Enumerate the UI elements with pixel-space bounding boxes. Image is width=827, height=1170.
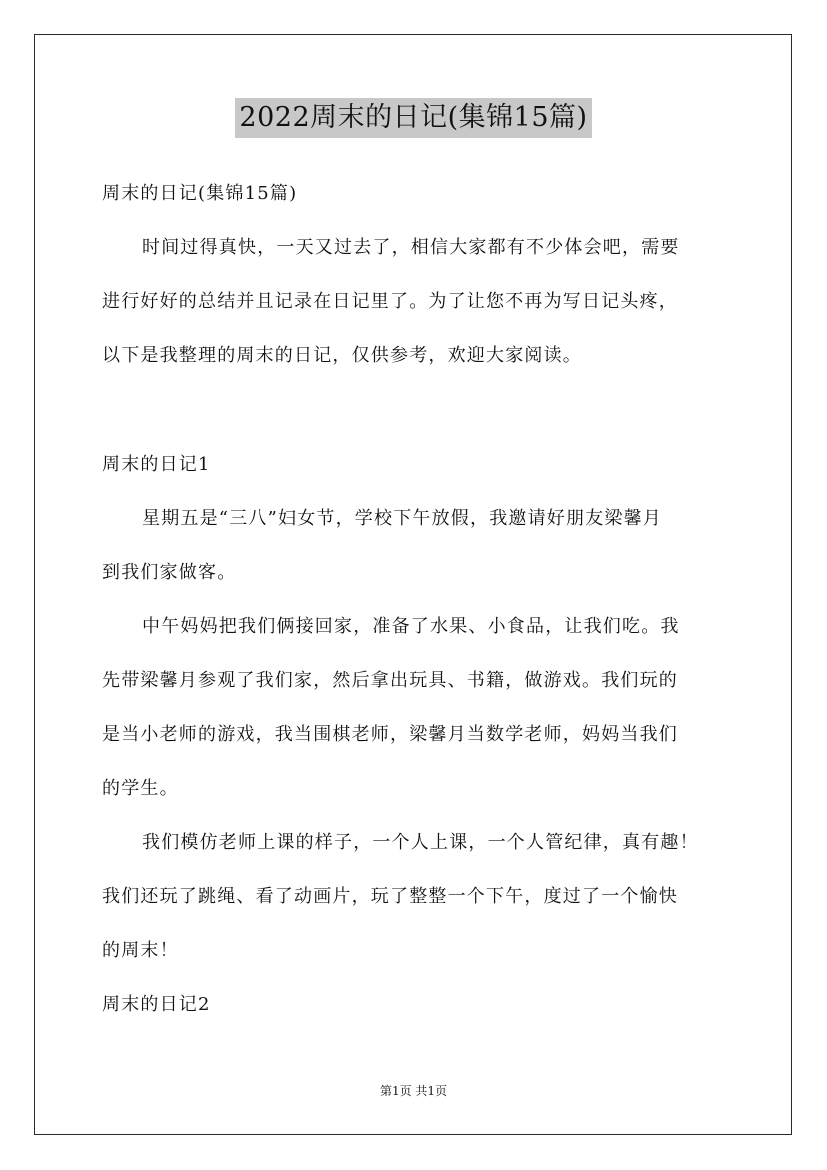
entry1-para2-line-1: 中午妈妈把我们俩接回家，准备了水果、小食品，让我们吃。我	[142, 616, 680, 637]
entry1-para3-line-3: 的周末！	[102, 940, 179, 961]
intro-line-3: 以下是我整理的周末的日记，仅供参考，欢迎大家阅读。	[102, 345, 582, 366]
title-container	[0, 98, 827, 138]
entry1-para2-line-3: 是当小老师的游戏，我当围棋老师，梁馨月当数学老师，妈妈当我们	[102, 724, 678, 745]
page-footer: 第1页 共1页	[379, 1084, 448, 1098]
entry1-para3-line-2: 我们还玩了跳绳、看了动画片，玩了整整一个下午，度过了一个愉快	[102, 886, 678, 907]
document-subtitle: 周末的日记(集锦15篇)	[102, 183, 298, 204]
intro-line-1: 时间过得真快，一天又过去了，相信大家都有不少体会吧，需要	[142, 237, 680, 258]
entry1-heading: 周末的日记1	[102, 454, 211, 475]
entry1-para1-line-2: 到我们家做客。	[102, 562, 237, 583]
entry2-heading: 周末的日记2	[102, 994, 211, 1015]
entry1-para1-line-1: 星期五是“三八”妇女节，学校下午放假，我邀请好朋友梁馨月	[142, 508, 663, 529]
intro-line-2: 进行好好的总结并且记录在日记里了。为了让您不再为写日记头疼，	[102, 291, 678, 312]
entry1-para2-line-4: 的学生。	[102, 778, 179, 799]
entry1-para2-line-2: 先带梁馨月参观了我们家，然后拿出玩具、书籍，做游戏。我们玩的	[102, 670, 678, 691]
document-title: 2022周末的日记(集锦15篇)	[235, 98, 591, 138]
entry1-para3-line-1: 我们模仿老师上课的样子，一个人上课，一个人管纪律，真有趣！	[142, 832, 699, 853]
